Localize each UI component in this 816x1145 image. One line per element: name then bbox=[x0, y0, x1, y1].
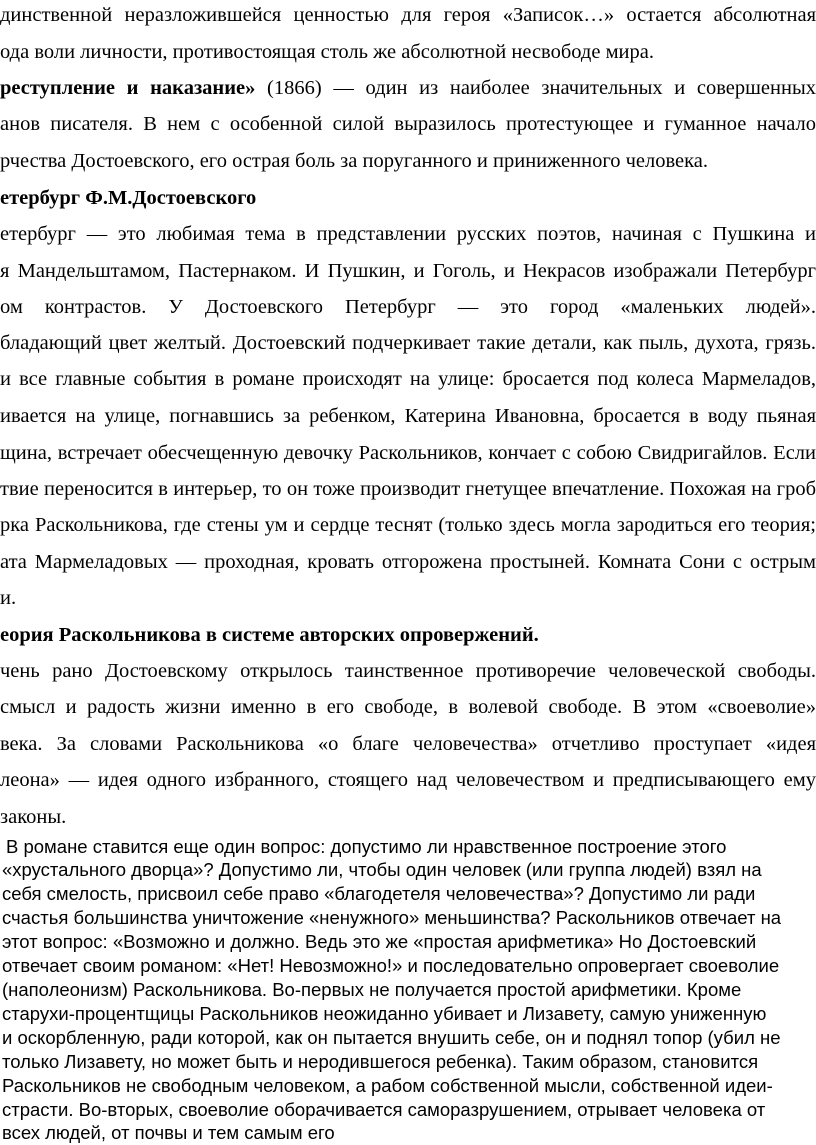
section-heading: етербург Ф.М.Достоевского bbox=[0, 187, 257, 209]
bold-title: реступление и наказание» bbox=[0, 77, 256, 99]
text-line: В романе ставится еще один вопрос: допустимо ли нравственное построение этого bbox=[6, 836, 727, 857]
text-line: ом контрастов. У Достоевского Петербург — это город «маленьких людей». bbox=[0, 296, 816, 318]
text-line bbox=[0, 75, 816, 101]
text-line: (наполеонизм) Раскольникова. Во-первых не получается простой арифметики. Кроме bbox=[2, 979, 742, 1000]
text-line: рка Раскольникова, где стены ум и сердце теснят (только здесь могла зародиться его теория; bbox=[0, 514, 816, 536]
text-line: бладающий цвет желтый. Достоевский подчеркивает такие детали, как пыль, духота, грязь. bbox=[0, 332, 816, 354]
text-line: и. bbox=[0, 587, 17, 609]
section-heading: еория Раскольникова в системе авторских опровержений. bbox=[0, 624, 539, 646]
text-line: старухи-процентщицы Раскольников неожиданно убивает и Лизавету, самую униженную bbox=[2, 1003, 767, 1024]
text-line: леона» — идея одного избранного, стоящего над человечеством и предписывающего ему bbox=[0, 769, 816, 791]
text-line: только Лизавету, но может быть и неродившегося ребенка). Таким образом, становится bbox=[2, 1051, 759, 1072]
text-line: законы. bbox=[0, 806, 67, 828]
text-line: Раскольников не свободным человеком, а рабом собственной мысли, собственной идеи- bbox=[2, 1075, 773, 1096]
text-line: чень рано Достоевскому открылось таинственное противоречие человеческой свободы. bbox=[0, 660, 816, 682]
text-line: ода воли личности, противостоящая столь же абсолютной несвободе мира. bbox=[0, 41, 654, 63]
text-line: анов писателя. В нем с особенной силой выразилось протестующее и гуманное начало bbox=[0, 113, 816, 135]
text-line: счастья большинства уничтожение «ненужного» меньшинства? Раскольников отвечает на bbox=[2, 907, 782, 928]
text-span: (1866) — один из наиболее значительных и совершенных bbox=[255, 77, 816, 99]
text-line: страсти. Во-вторых, своеволие оборачивается саморазрушением, отрывает человека от bbox=[2, 1099, 766, 1120]
text-line: себя смелость, присвоил себе право «благодетеля человечества»? Допустимо ли ради bbox=[2, 883, 756, 904]
text-line: я Мандельштамом, Пастернаком. И Пушкин, и Гоголь, и Некрасов изображали Петербург bbox=[0, 260, 816, 282]
text-line: щина, встречает обесчещенную девочку Раскольников, кончает с собою Свидригайлов. Если bbox=[0, 442, 816, 464]
text-line: и все главные события в романе происходят на улице: бросается под колеса Мармеладов, bbox=[0, 368, 816, 390]
text-line: етербург — это любимая тема в представлении русских поэтов, начиная с Пушкина и bbox=[0, 223, 816, 245]
text-line: этот вопрос: «Возможно и должно. Ведь это же «простая арифметика» Но Достоевский bbox=[2, 931, 757, 952]
text-line: рчества Достоевского, его острая боль за поруганного и приниженного человека. bbox=[0, 150, 709, 172]
text-line: динственной неразложившейся ценностью для героя «Записок…» остается абсолютная bbox=[0, 4, 816, 26]
text-line: ивается на улице, погнавшись за ребенком, Катерина Ивановна, бросается в воду пьяная bbox=[0, 405, 816, 427]
text-line: всех людей, от почвы и тем самым его bbox=[2, 1122, 335, 1143]
text-line: отвечает своим романом: «Нет! Невозможно!» и последовательно опровергает своеволие bbox=[2, 955, 780, 976]
text-line: ата Мармеладовых — проходная, кровать отгорожена простыней. Комната Сони с острым bbox=[0, 551, 816, 573]
text-line: твие переносится в интерьер, то он тоже производит гнетущее впечатление. Похожая на гроб bbox=[0, 478, 816, 500]
text-line: века. За словами Раскольникова «о благе человечества» отчетливо проступает «идея bbox=[0, 733, 816, 755]
text-line: и оскорбленную, ради которой, как он пытается внушить себе, он и поднял топор (убил не bbox=[2, 1027, 781, 1048]
text-line: смысл и радость жизни именно в его свободе, в волевой свободе. В этом «своеволие» bbox=[0, 696, 816, 718]
text-line: «хрустального дворца»? Допустимо ли, чтобы один человек (или группа людей) взял на bbox=[2, 859, 762, 880]
